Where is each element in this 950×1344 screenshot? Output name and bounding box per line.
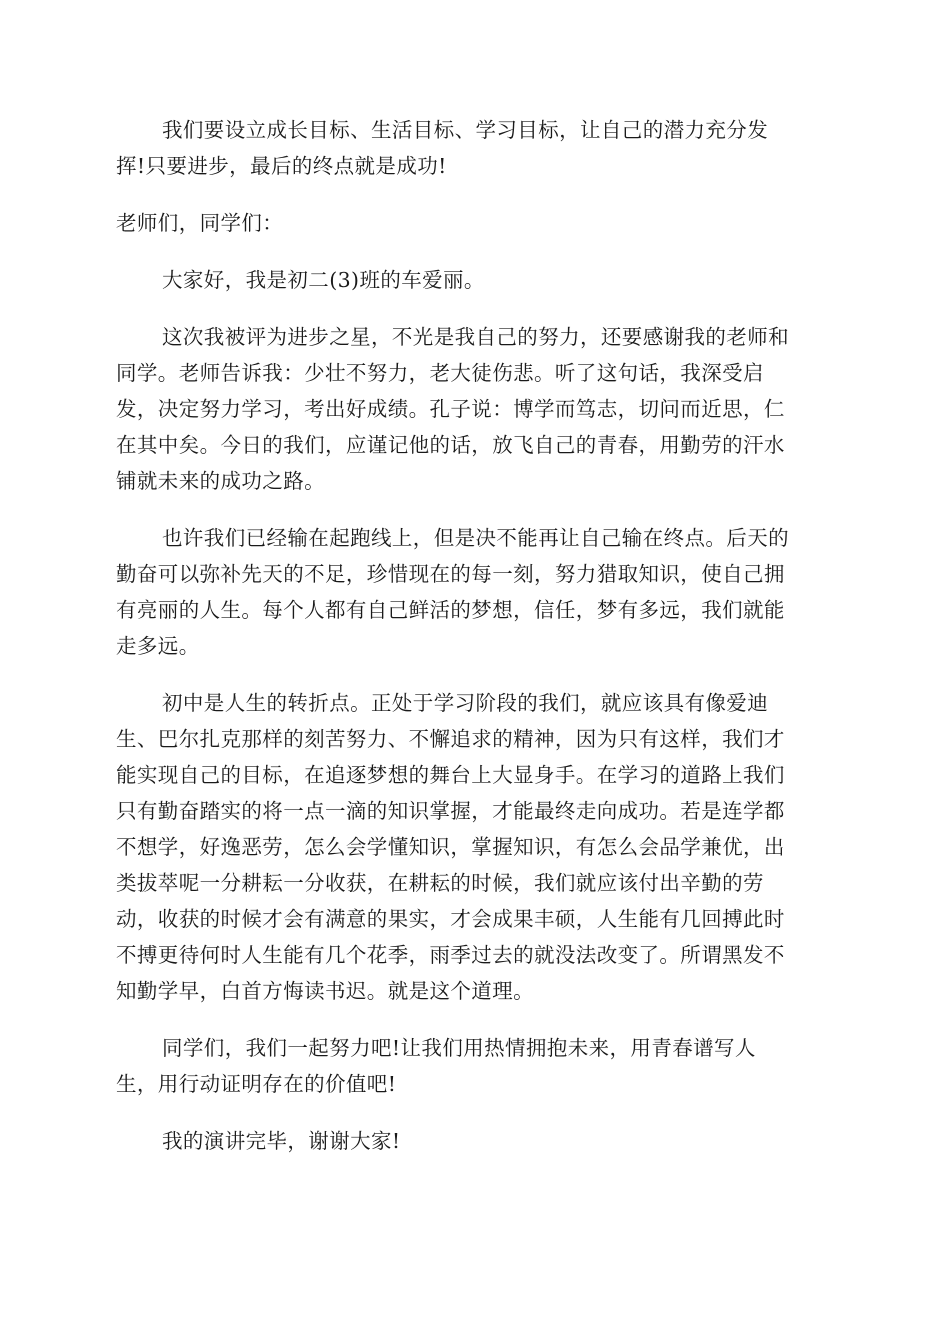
text-line: 我们要设立成长目标、生活目标、学习目标，让自己的潜力充分发 [162, 118, 769, 142]
paragraph-goals [116, 112, 840, 184]
paragraph-progress-star [116, 319, 840, 499]
text-line: 老师们，同学们： [116, 211, 284, 235]
paragraph-closing [116, 1123, 840, 1159]
text-line: 有亮丽的人生。每个人都有自己鲜活的梦想，信任，梦有多远，我们就能 [116, 598, 785, 622]
paragraph-turning-point [116, 685, 840, 1009]
text-line: 勤奋可以弥补先天的不足，珍惜现在的每一刻，努力猎取知识，使自己拥 [116, 562, 785, 586]
text-line: 生，用行动证明存在的价值吧! [116, 1072, 397, 1096]
text-line: 铺就未来的成功之路。 [116, 469, 325, 493]
text-line: 大家好，我是初二(3)班的车爱丽。 [162, 268, 485, 292]
text-line: 初中是人生的转折点。正处于学习阶段的我们，就应该具有像爱迪 [162, 691, 769, 715]
paragraph-salutation [116, 205, 840, 241]
paragraph-starting-line [116, 520, 840, 664]
text-line: 不搏更待何时人生能有几个花季，雨季过去的就没法改变了。所谓黑发不 [116, 943, 785, 967]
text-line: 发，决定努力学习，考出好成绩。孔子说：博学而笃志，切问而近思，仁 [116, 397, 785, 421]
text-line: 走多远。 [116, 634, 200, 658]
text-line: 挥!只要进步，最后的终点就是成功! [116, 154, 447, 178]
document-body [116, 112, 840, 1180]
text-line: 在其中矣。今日的我们，应谨记他的话，放飞自己的青春，用勤劳的汗水 [116, 433, 785, 457]
paragraph-call-to-action [116, 1030, 840, 1102]
text-line: 只有勤奋踏实的将一点一滴的知识掌握，才能最终走向成功。若是连学都 [116, 799, 785, 823]
text-line: 同学们，我们一起努力吧!让我们用热情拥抱未来，用青春谱写人 [162, 1036, 756, 1060]
text-line: 也许我们已经输在起跑线上，但是决不能再让自己输在终点。后天的 [162, 526, 789, 550]
paragraph-greeting [116, 262, 840, 298]
text-line: 能实现自己的目标，在追逐梦想的舞台上大显身手。在学习的道路上我们 [116, 763, 785, 787]
text-line: 知勤学早，白首方悔读书迟。就是这个道理。 [116, 979, 534, 1003]
text-line: 类拔萃呢一分耕耘一分收获，在耕耘的时候，我们就应该付出辛勤的劳 [116, 871, 764, 895]
text-line: 动，收获的时候才会有满意的果实，才会成果丰硕，人生能有几回搏此时 [116, 907, 785, 931]
text-line: 不想学，好逸恶劳，怎么会学懂知识，掌握知识，有怎么会品学兼优，出 [116, 835, 785, 859]
text-line: 这次我被评为进步之星，不光是我自己的努力，还要感谢我的老师和 [162, 325, 789, 349]
text-line: 同学。老师告诉我：少壮不努力，老大徒伤悲。听了这句话，我深受启 [116, 361, 764, 385]
text-line: 我的演讲完毕，谢谢大家! [162, 1129, 401, 1153]
text-line: 生、巴尔扎克那样的刻苦努力、不懈追求的精神，因为只有这样，我们才 [116, 727, 785, 751]
